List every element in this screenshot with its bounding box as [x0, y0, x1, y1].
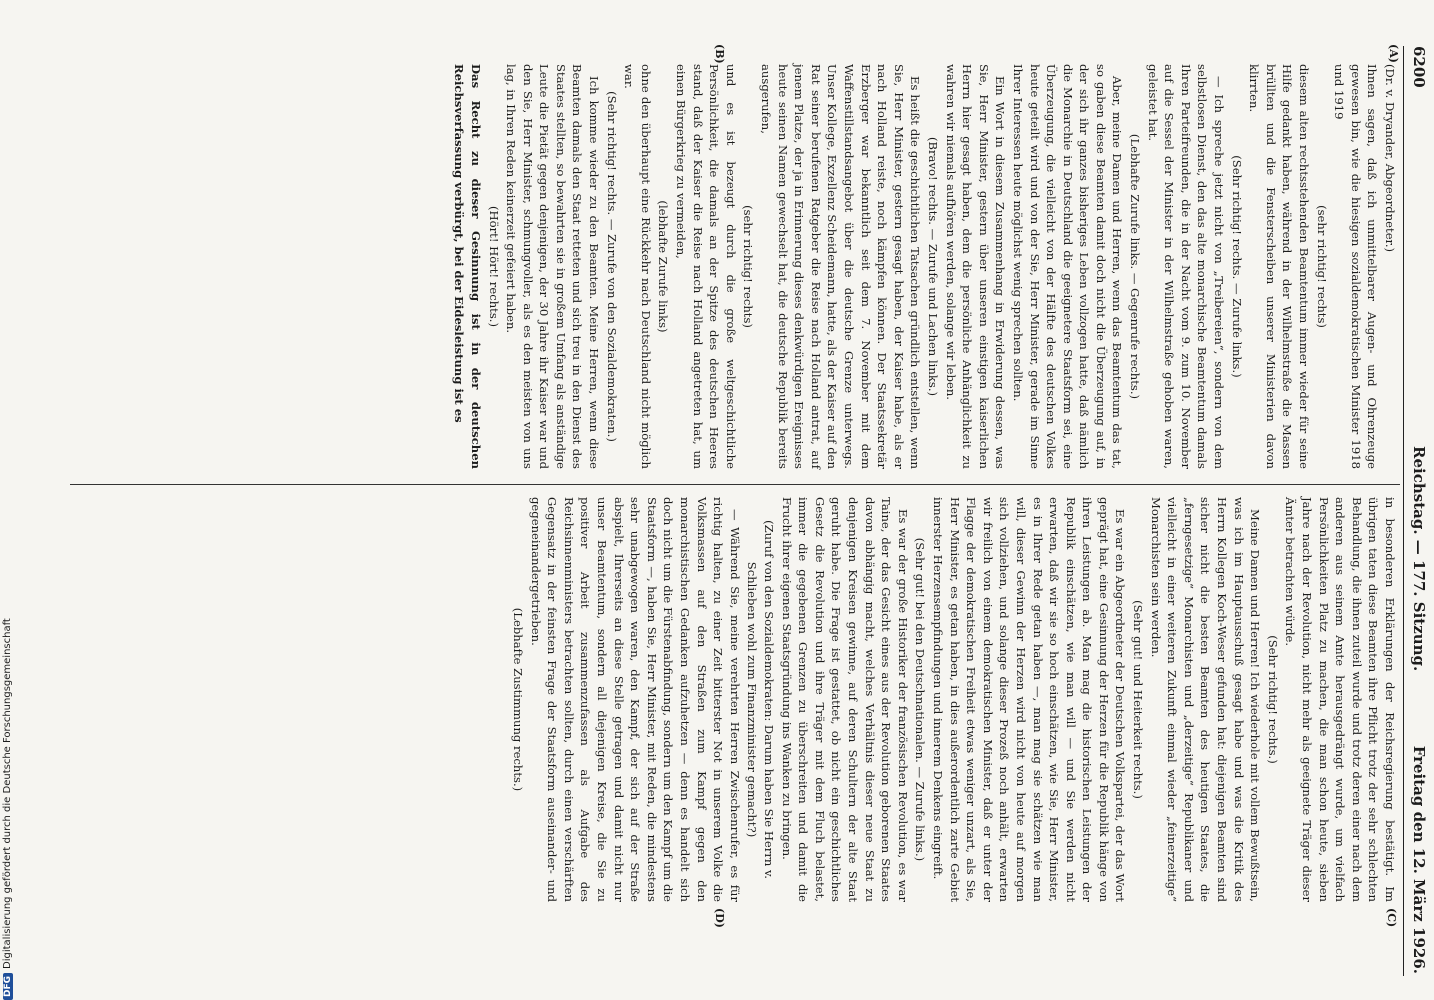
paragraph: (Dr. v. Dryander, Abgeordneter.) — [1383, 64, 1397, 253]
interjection: (Sehr gut! bei den Deutschnationalen. — Zurufe links.) — [913, 537, 928, 862]
right-column — [509, 497, 1398, 902]
paragraph: — Ich spreche jetzt nicht von „Treibereien“, sondern von dem selbstlosen Dienst, den das alte monarchische Beamtentum damals Ihren Parteifreunden, die in der Nacht vom 9. zum 10. November auf die Sessel der Minister in der Wilhelmstraße gehoben waren, geleistet hat. — [1145, 64, 1227, 469]
interjection: (Bravo! rechts. — Zurufe und Lachen links.) — [925, 136, 940, 397]
paragraph: Meine Damen und Herren! Ich wiederhole mit vollem Bewußtsein, was ich im Hauptausschuß gesagt habe und was die Kritik des Herrn Kollegen Koch-Weser gefunden hat: diejenigen Beamten sind sicher nicht die besten Beamten des heutigen Staates, die „ferngesetzige“ Monarchisten und „derzeitige“ Republikaner und vielleicht in einer weiteren Zukunft einmal wieder „feinerzeitige“ Monarchisten sein werden. — [1148, 497, 1263, 902]
left-column — [450, 64, 1398, 469]
paragraph: Es war der große Historiker der französischen Revolution, es war Taine, der das Gesicht eines aus der Revolution geborenen Staates davon abhängig macht, welches Verhältnis dieser neue Staat zu denjenigen Kreisen gewinne, auf deren Schultern der alte Staat geruht habe. Die Frage ist gestattet, ob nicht ein geschichtliches Gesetz die Revolution und ihre Träger mit dem Fluch belastet, immer die gegebenen Grenzen zu überschreiten und damit die Frucht ihrer eigenen Staatsgründung ins Wanken zu bringen. — [779, 497, 910, 902]
session-date: Freitag den 12. März 1926. — [1410, 745, 1428, 974]
paragraph: Ich komme wieder zu den Beamten. Meine Herren, wenn diese Beamten damals den Staat retteten und sich treu in den Dienst des Staates stellten, so bewahrten sie in großem Umfang als anständige Leute die Pietät gegen denjenigen, der 30 Jahre ihr Kaiser war und den Sie, Herr Minister, schmungvoller, als es den meisten von uns lag, in Ihren Reden keinerzeit gefeiert haben. — [504, 64, 602, 469]
interjection: (Hört! Hört! rechts.) — [486, 206, 501, 327]
dfg-logo: DFG — [3, 973, 13, 1000]
column-separator — [70, 484, 1400, 485]
interjection: (sehr richtig! rechts) — [1314, 205, 1329, 328]
interjection: (sehr richtig! rechts) — [741, 205, 756, 328]
paragraph: Es heißt die geschichtlichen Tatsachen gründlich entstellen, wenn Sie, Herr Minister, gestern gesagt haben, der Kaiser habe, als er nach Holland reiste, noch kämpfen können. Der Staatssekretär Erzberger war bekanntlich seit dem 7. November mit dem Waffenstillstandsangebot über die deutsche Grenze unterwegs. Unser Kollege, Exzellenz Scheidemann, hatte, als der Kaiser auf den Rat seiner berufenen Ratgeber die Reise nach Holland antrat, auf jenem Platze, der ja in Erinnerung dieses denkwürdigen Ereignisses heute seinen Namen gewechselt hat, die deutsche Republik bereits ausgerufen, — [759, 64, 923, 469]
paragraph: und es ist bezeugt durch die große weltgeschichtliche Persönlichkeit, die damals an der Spitze des deutschen Heeres stand, daß der Kaiser die Reise nach Holland angetreten hat, um einen Bürgerkrieg zu vermeiden, — [674, 64, 738, 469]
page-number: 6200 — [1410, 46, 1428, 88]
footer-text: Digitalisierung gefördert durch die Deutsche Forschungsgemeinschaft — [2, 618, 13, 969]
session-title: Reichstag. — 177. Sitzung. — [1410, 446, 1428, 672]
margin-mark-b: (B) — [713, 44, 726, 64]
paragraph: Das Recht zu dieser Gesinnung ist in der deutschen Reichsverfassung verbürgt, bei der Eidesleistung ist es — [452, 64, 483, 469]
margin-mark-c: (C) — [1385, 908, 1398, 928]
interjection: (lebhafte Zurufe links) — [656, 200, 671, 333]
page-header — [1406, 46, 1428, 974]
paragraph: Ein Wort in diesem Zusammenhang in Erwiderung dessen, was Sie, Herr Minister, gestern über unseren einstigen kaiserlichen Herrn hier gesagt haben, dem die persönliche Anhänglichkeit zu wahren wir niemals aufhören werden, solange wir leben. — [943, 64, 1008, 469]
header-rule — [1403, 46, 1404, 976]
interjection: (Lebhafte Zustimmung rechts.) — [511, 607, 526, 792]
paragraph: Es war ein Abgeordneter der Deutschen Volkspartei, der das Wort geprägt hat, eine Gesinnung der Herzen für die Republik hänge von ihren Leistungen ab. Man mag die historischen Leistungen der Republik einschätzen, wie man will — und Sie werden nicht erwarten, daß wir sie so hoch einschätzen, wie Sie, Herr Minister, es in Ihrer Rede getan haben —, man mag sie schätzen wie man will, dieser Gewinn der Herzen wird nicht von heute auf morgen sich vollziehen, und solange dieser Prozeß noch anhält, erwarten wir freilich von einem demokratischen Minister, daß er unter der Flagge der demokratischen Freiheit etwas weniger unzart, als Sie, Herr Minister, es getan haben, in dies außerordentlich zarte Gebiet innerster Herzensempfindungen und innerem Denkens eingreift. — [930, 497, 1128, 902]
paragraph: Ihnen sagen, daß ich unmittelbarer Augen- und Ohrenzeuge gewesen bin, wie die hiesigen sozialdemokratischen Minister 1918 und 1919 — [1332, 64, 1380, 469]
interjection: (Sehr richtig! rechts.) — [1265, 635, 1280, 764]
margin-mark-d: (D) — [713, 908, 726, 928]
interjection: (Sehr richtig! rechts. — Zurufe von den Sozialdemokraten.) — [604, 91, 619, 442]
paragraph: diesem alten rechtsstehenden Beamtentum immer wieder für seine Hilfe gedankt haben, während in der Wilhelmstraße die Massen brüllten und die Fensterscheiben unserer Ministerien davon klirrten. — [1247, 64, 1312, 469]
margin-mark-a: (A) — [1387, 44, 1400, 63]
interjection: (Sehr richtig! rechts. — Zurufe links.) — [1229, 155, 1244, 378]
interjection: (Sehr gut! und Heiterkeit rechts.) — [1131, 600, 1146, 799]
digitization-footer — [2, 618, 13, 1000]
interjection: (Zuruf von den Sozialdemokraten: Darum haben Sie Herrn v. Schlieben wohl zum Finanzminister gemacht?) — [745, 520, 777, 879]
paragraph: in besonderen Erklärungen der Reichsregierung bestätigt. Im übrigen taten diese Beamten ihre Pflicht trotz der sehr schlechten Behandlung, die ihnen zuteil wurde und trotz deren einer nach dem anderen aus seinem Amte herausgedrängt wurde, um vielfach Persönlichkeiten Platz zu machen, die man schon heute, sieben Jahre nach der Revolution, nicht mehr als geeignete Träger dieser Ämter betrachten würde. — [1283, 497, 1397, 902]
paragraph: Aber, meine Damen und Herren, wenn das Beamtentum das tat, so gaben diese Beamten damit doch nicht die Überzeugung auf, in der sich ihr ganzes bisheriges Leben vollzogen hatte, daß nämlich die Monarchie in Deutschland die geeignetere Staatsform sei, eine Überzeugung, die vielleicht von der Hälfte des deutschen Volkes heute geteilt wird und von der Sie, Herr Minister, gerade im Sinne Ihrer Interessen heute möglichst wenig sprechen sollten. — [1010, 64, 1125, 469]
interjection: (Lebhafte Zurufe links. — Gegenrufe rechts.) — [1128, 133, 1143, 400]
paragraph: — Während Sie, meine verehrten Herren Zwischenrufer, es für richtig halten, zu einer Zeit bitterster Not in unserem Volke die Volksmassen auf den Straßen zum Kampf gegen den monarchistischen Gedanken aufzuhetzen — denn es handelt sich doch nicht um die Fürstenabfindung, sondern um den Kampf um die Staatsform —, haben Sie, Herr Minister, mit Reden, die mindestens sehr unabgewogen waren, den Kampf, der sich auf der Straße abspielt, Ihrerseits an diese Stelle getragen und damit nicht nur unser Beamtentum, sondern all diejenigen Kreise, die Sie zu positiver Arbeit zusammenzufassen als Aufgabe des Reichsinnenministers betrachten sollten, durch einen verschärften Gegensatz in der feinsten Frage der Staatsform auseinander- und gegeneinandergetrieben. — [528, 497, 742, 902]
paragraph: ohne den überhaupt eine Rückkehr nach Deutschland nicht möglich war. — [622, 64, 653, 469]
